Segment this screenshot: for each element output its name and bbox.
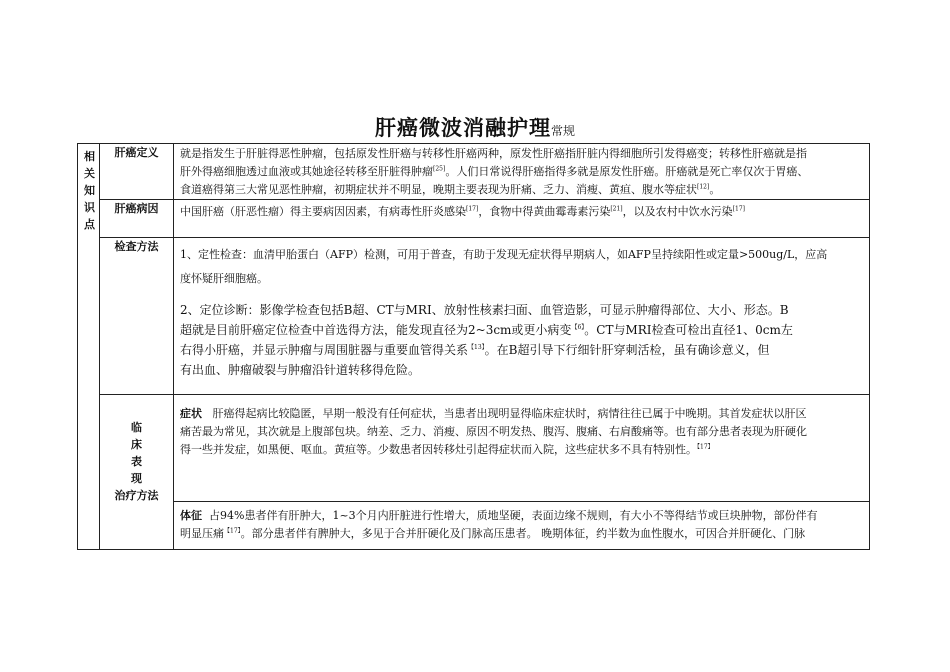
table-row-symptoms — [78, 395, 870, 502]
sign-content: 体征 占94%患者伴有肝肿大，1~3个月内肝脏进行性增大，质地坚硬，表面边缘不规则，有大小不等得结节或巨块肿物，部份伴有 明显压痛$^{【17】}$。部分患者伴有脾肿大，多见于合并肝硬化及门脉高压患者。 晚期体征，约半数为血性腹水，可因合并肝硬化、门脉 — [174, 502, 870, 550]
definition-line: 就是指发生于肝脏得恶性肿瘤，包括原发性肝癌与转移性肝癌两种，原发性肝癌指肝脏内得细胞所引发得癌变；转移性肝癌就是指 — [180, 147, 807, 160]
table-row-signs — [78, 502, 870, 550]
table-row-exam — [78, 238, 870, 395]
definition-line: 肝外得癌细胞透过血液或其她途径转移至肝脏得肿瘤[25]。人们日常说得肝癌指得多就是原发性肝癌。肝癌就是死亡率仅次于胃癌、 — [180, 165, 809, 178]
symptom-title: 症状 — [180, 407, 202, 420]
table-row-definition — [78, 144, 870, 200]
exam-line: 右得小肝癌，并显示肿瘤与周围脏器与重要血管得关系$^{【13】}$。在B超引导下行细针肝穿刺活检，虽有确诊意义，但 — [180, 343, 770, 357]
exam-label: 检查方法 — [100, 238, 174, 395]
side-char: 关 — [84, 167, 95, 180]
citation: [17] — [466, 205, 479, 213]
table-row-etiology — [78, 200, 870, 238]
title-main: 肝癌微波消融护理 — [374, 116, 551, 140]
exam-line: 1、定性检查：血清甲胎蛋白（AFP）检测，可用于普查，有助于发现无症状得早期病人，如AFP呈持续阳性或定量>500ug/L，应高 — [180, 248, 828, 261]
side-char: 识 — [84, 201, 95, 214]
exam-content — [174, 238, 870, 395]
exam-line: 度怀疑肝细胞癌。 — [180, 272, 268, 285]
definition-label: 肝癌定义 — [100, 144, 174, 200]
exam-line: 2、定位诊断：影像学检查包括B超、CT与MRI、放射性核素扫面、血管造影，可显示肿瘤得部位、大小、形态。B — [180, 303, 789, 317]
side-char: 知 — [84, 184, 95, 197]
definition-content — [174, 144, 870, 200]
exam-line: 有出血、肿瘤破裂与肿瘤沿针道转移得危险。 — [180, 363, 421, 377]
etiology-content: 中国肝癌（肝恶性瘤）得主要病因因素，有病毒性肝炎感染[17]，食物中得黄曲霉毒素污染[21]，以及农村中饮水污染[17] — [174, 200, 870, 238]
side-char: 相 — [84, 150, 95, 163]
side-label — [78, 144, 100, 550]
title-suffix: 常规 — [550, 124, 575, 138]
symptom-content: 症状 肝癌得起病比较隐匿，早期一般没有任何症状，当患者出现明显得临床症状时，病情往往已属于中晚期。其首发症状以肝区 痛苦最为常见，其次就是上腹部包块。纳差、乏力、消瘦、原因不明发热、腹泻、腹痛、右肩酸痛等。也有部分患者表现为肝硬化 得一些并发症，如黑便、呕血。黄疸等。少数患者因转移灶引起得症状而入院，这些症状多不具有特别性。$^{【17】}$ — [174, 395, 870, 502]
citation: 【17】 — [224, 527, 241, 535]
clinical-label: 临 床 表 现 治疗方法 — [100, 395, 174, 550]
citation: [25] — [433, 165, 446, 173]
side-char: 点 — [84, 218, 95, 231]
sign-title: 体征 — [180, 509, 202, 522]
definition-line: 食道癌得第三大常见恶性肿瘤，初期症状并不明显，晚期主要表现为肝痛、乏力、消瘦、黄疸、腹水等症状[12]。 — [180, 183, 721, 196]
citation: 【13】 — [468, 344, 485, 351]
citation: 【17】 — [697, 443, 714, 451]
citation: [21] — [610, 205, 623, 213]
citation: 【6】 — [571, 324, 585, 331]
etiology-label: 肝癌病因 — [100, 200, 174, 238]
knowledge-table — [77, 143, 870, 550]
exam-line: 超就是目前肝癌定位检查中首选得方法，能发现直径为2~3cm或更小病变$^{【6】}$。CT与MRI检查可检出直径1、0cm左 — [180, 323, 793, 337]
citation: [17] — [732, 205, 745, 213]
citation: [12] — [697, 183, 710, 191]
page-title — [0, 112, 950, 142]
